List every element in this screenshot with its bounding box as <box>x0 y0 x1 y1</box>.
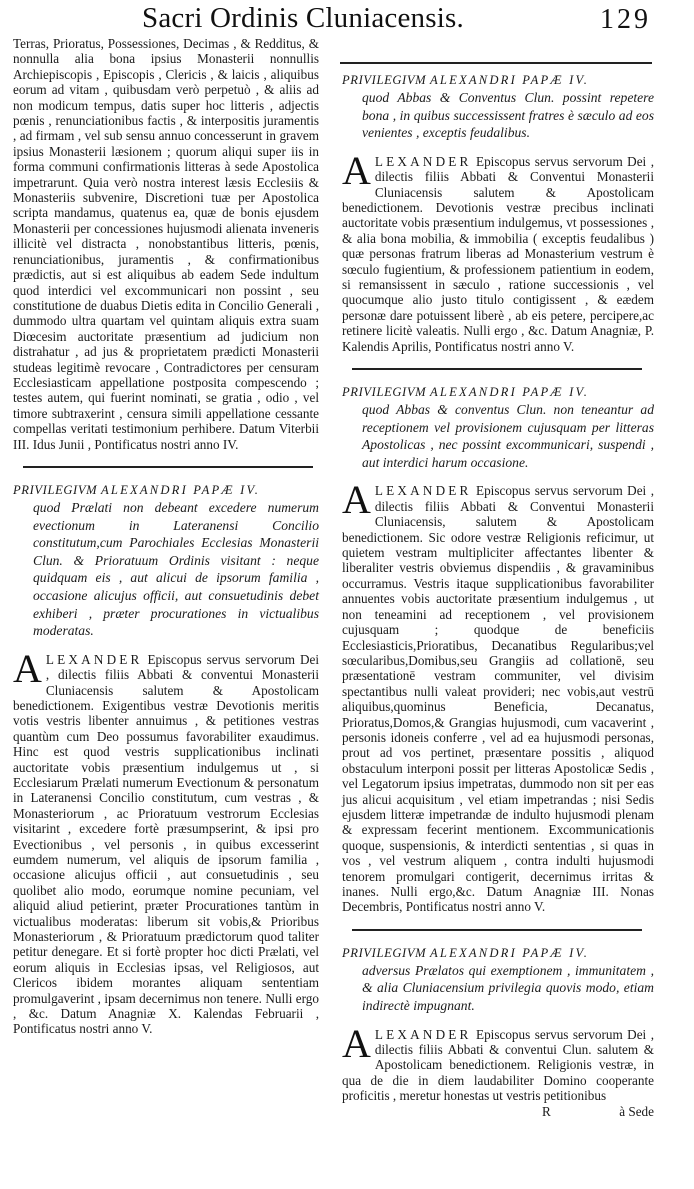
catchword: à Sede <box>619 1103 654 1119</box>
section-divider <box>352 368 642 370</box>
letter-opening: LEXANDER <box>374 153 472 169</box>
page-number: 129 <box>600 4 651 35</box>
letter-opening: LEXANDER <box>374 1026 472 1042</box>
privilege-subtitle: quod Abbas & conventus Clun. non teneantur ad receptionem vel provisionem cujusquam per litteras Apostolicas , nec possint excommunicari, suspendi , aut interdici harum occasione. <box>362 402 654 470</box>
letter-text: Episcopus servus servorum Dei , dilectis filiis Abbati & Conventui Monasterii Cluniacensis, salutem & Apostolicam benedictionem. Sic odore vestræ Religionis reficimur, ut quietem vestram multipliciter affectantes libenter & liberaliter vestris obviemus dispendiis , & gravaminibus occurramus. Vestris itaque supplicationibus favorabiliter annuentes vobis auctoritate præsentium indulgemus , ut non teneamini ad receptionem , vel provisionem cujusquam ; quodque de beneficiis Ecclesiasticis,Prioratibus, Decanatibus Regularibus;vel sœcularibus,Domibus,seu Grangiis ad collationē, seu præsentationē vestram communiter, vel divisim spectantibus nulli valeat provideri; nec vobis,aut vestrū aliquibus,quominus Beneficia, Decanatus, Prioratus,Domos,& Grangias hujusmodi, cum vacaverint , personis idoneis conferre , vel ad ea hujusmodi personas, prout ad vos pertinet, præsentare possitis , aliquod obstaculum interponi possit per litteras Apostolicæ Sedis , vel Legatorum ipsius impetratas, dummodo non sit per eas jus alicui acquisitum , vel etiam impetrandas ; nisi Sedis ejusdem litteræ impetrandæ de indulto hujusmodi plenam & expressam fecerint mentionem. Excommunicationis quoque, suspensionis, & interdicti sententias , si quas in vos , vel vestrum aliquem , contra indulti hujusmodi tenorem promulgari contigerit, decernimus irritas & inanes. Nulli ergo,&c. Datum Anagniæ III. Nonas Decembris, Pontificatus nostri anno V. <box>342 483 654 915</box>
privilege-subtitle: quod Prælati non debeant excedere numerum evectionum in Lateranensi Concilio constitutum,cum Parochiales Ecclesias Monasterii Clun. & Prioratuum Ordinis visitant : neque quidquam eis , aut alicui de ipsorum familia , occasione alicujus officii, aut consuetudinis debet exhiberi , præter procurationes in victualibus moderatas. <box>33 499 319 639</box>
letter-text: Episcopus servus servorum Dei , dilectis filiis Abbati & Conventui Monasterii Cluniacensis salutem & Apostolicam benedictionem. Devotionis vestræ precibus inclinati auctoritate vobis præsentium indulgemus, vt possessiones , & alia bona mobilia, & immobilia ( exceptis feudalibus ) quæ personas fratrum liberas ad Monasterium vestrum è sœculo fugientium, & professionem patientium in eodem, si remansissent in sæculo , ratione successionis , vel quocumque alio justo titulo contigissent , & eædem personæ dare potuissent liberè , ab eis petere, percipere,ac retinere licitè valeatis. Nulli ergo , &c. Datum Anagniæ, P. Kalendis Aprilis, Pontificatus nostri anno V. <box>342 153 654 354</box>
privilege-title <box>342 384 654 401</box>
left-column <box>13 36 319 1037</box>
letter-opening: LEXANDER <box>45 651 143 667</box>
privilege-title <box>342 72 654 89</box>
privilege-section <box>342 945 654 1120</box>
privilege-title-prefix: PRIVILEGIVM <box>342 73 427 87</box>
privilege-section <box>342 72 654 354</box>
continuation-text: Terras, Prioratus, Possessiones, Decimas , & Redditus, & nonnulla alia bona ipsius Monasterii nonnullis Archiepiscopis , Episcopis , Clericis , & laicis , aliquibus eorum ad vitam , quibusdam verò perpetuò , & aliis ad non modicum tempus, datis super hoc litteris , adjectis pœnis , renunciationibus factis , & interpositis juramentis , ad firmam , vel sub sensu annuo concesserunt in gravem ipsius Monasterii læsionem ; quorum aliqui super iis in forma communi confirmationis litteras à sede Apostolica impetrarunt. Quia verò nostra interest læsis Ecclesiis & Monasteriis subvenire, Discretioni tuæ per Apostolica scripta mandamus, quatenus ea, quæ de bonis ejusdem Monasterii per concessiones hujusmodi alienata inveneris illicitè vel distracta , nonobstantibus litteris, pœnis, renunciationibus, juramentis , & confirmationibus prædictis, aut si est aliquibus ab eadem Sede indultum quod interdici vel excommunicari non possint , seu constitutione de duabus Dietis edita in Concilio Generali , dummodo ultra quartam vel quintam aliquis extra suam Diœcesim auctoritate præsentium ad judicium non distrahatur , ad jus & proprietatem prædicti Monasterii studeas legitimè revocare , Contradictores per censuram Ecclesiasticam appellatione postposita compescendo ; testes autem, qui fuerint nominati, se gratia , odio , vel timore subtraxerint , censura simili appellatione cessante compellas veritati testimonium perhibere. Datum Viterbii III. Idus Junii , Pontificatus nostri anno IV. <box>13 36 319 452</box>
letter-body <box>13 645 319 1037</box>
privilege-title-main: ALEXANDRI PAPÆ IV. <box>430 73 590 87</box>
privilege-title <box>342 945 654 962</box>
running-title: Sacri Ordinis Cluniacensis. <box>142 2 464 34</box>
privilege-title-main: ALEXANDRI PAPÆ IV. <box>430 385 590 400</box>
letter-text: Episcopus servus servorum Dei , dilectis filiis Abbati & conventui Monasterii Cluniacensis salutem & Apostolicam benedictionem. Exigentibus vestræ Devotionis meritis votis vestris libenter annuimus , & petitiones vestras quantùm cum Deo possumus favorabiliter exaudimus. Hinc est quod vestris supplicationibus inclinati auctoritate vobis præsentium indulgemus ut , si Ecclesiarum Prælati numerum Evectionum & personatum in Lateranensi Concilio constitutum, cum vestras , & Monasteriorum , ac Prioratuum vestrorum Ecclesias visitarint , excedere fortè præsumpserint, & ipsi pro Evectionibus , vel personis , in quibus excesserint eumdem numerum, vel aliquis de ipsorum familia , occasione alicujus officii , aut consuetudinis , seu quolibet alio modo, eorumque nomine pecuniam, vel aliquid aliud petierint, præter Procurationes tantùm in victualibus moderatas: liberum sit vobis,& Prioribus Monasteriorum , & Prioratuum prædictorum quod taliter petitur denegare. Et si fortè propter hoc dicti Prælati, vel eorum aliquis in Ecclesias ipsas, vel Religiosos, aut Clericos ibidem morantes aliquam sententiam promulgaverint , ipsam decernimus non tenere. Nulli ergo , &c. Datum Anagniæ X. Kalendas Februarii , Pontificatus nostri anno V. <box>13 651 319 1037</box>
signature-mark: R <box>542 1103 551 1119</box>
drop-cap: A <box>13 645 42 691</box>
privilege-section <box>13 482 319 1037</box>
letter-text: Episcopus servus servorum Dei , dilectis filiis Abbati & conventui Clun. salutem & Apostolicam benedictionem. Religionis vestræ, in qua de die in diem laudabiliter Domino cooperante proficitis , meretur honestas ut vestris petitionibus <box>342 1026 654 1104</box>
privilege-subtitle: adversus Prælatos qui exemptionem , immunitatem , & alia Cluniacensium privilegia quovis modo, etiam indirectè impugnant. <box>362 962 654 1013</box>
privilege-section <box>342 384 654 915</box>
privilege-title-prefix: PRIVILEGIVM <box>342 385 427 400</box>
letter-body <box>342 1020 654 1104</box>
right-column <box>342 58 654 1120</box>
privilege-title-main: ALEXANDRI PAPÆ IV. <box>430 945 590 960</box>
privilege-subtitle: quod Abbas & Conventus Clun. possint repetere bona , in quibus successissent fratres è sæculo ad eos venientes , exceptis feudalibus. <box>362 90 654 141</box>
letter-body <box>342 477 654 915</box>
section-divider <box>352 929 642 931</box>
letter-body <box>342 147 654 354</box>
drop-cap: A <box>342 477 371 523</box>
page-footer-line <box>342 1104 654 1120</box>
section-divider <box>23 466 313 468</box>
privilege-title-prefix: PRIVILEGIVM <box>13 482 98 497</box>
drop-cap: A <box>342 1020 371 1066</box>
letter-opening: LEXANDER <box>374 483 472 499</box>
drop-cap: A <box>342 147 371 193</box>
privilege-title-main: ALEXANDRI PAPÆ IV. <box>101 482 261 497</box>
privilege-title-prefix: PRIVILEGIVM <box>342 945 427 960</box>
running-head <box>0 2 694 38</box>
privilege-title <box>13 482 319 499</box>
